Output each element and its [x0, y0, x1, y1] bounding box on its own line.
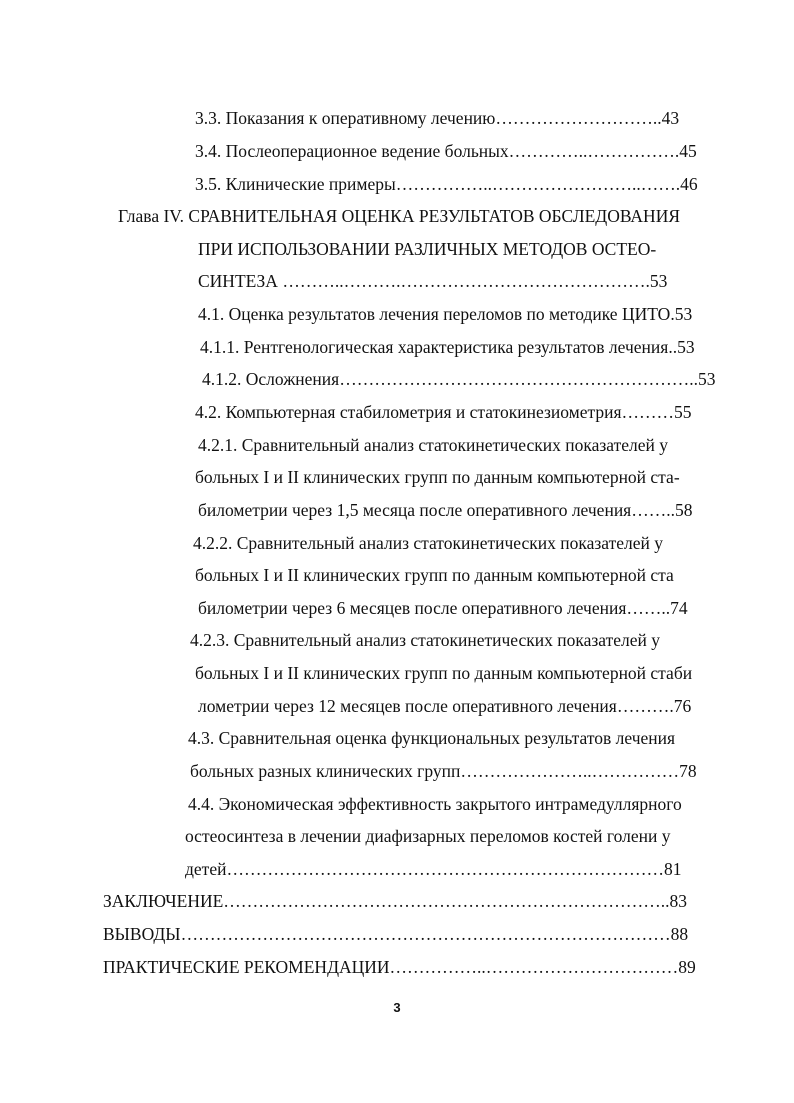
toc-line-4-2-2-end: билометрии через 6 месяцев после оперативного лечения……..74: [198, 598, 688, 618]
toc-line-4-3-end: больных разных клинических групп…………………..……………78: [190, 761, 697, 781]
toc-line-4-2-1-cont: больных I и II клинических групп по данным компьютерной ста-: [195, 467, 680, 487]
toc-findings: ВЫВОДЫ…………………………………………………………………………88: [103, 924, 689, 944]
toc-line-4-2-2-cont: больных I и II клинических групп по данным компьютерной ста: [195, 565, 674, 585]
toc-line-4-4: 4.4. Экономическая эффективность закрытого интрамедуллярного: [188, 794, 682, 814]
toc-line-4-2-3-cont: больных I и II клинических групп по данным компьютерной стаби: [195, 663, 693, 683]
toc-chapter-4-title-end: СИНТЕЗА ………..……….…………………………………….53: [198, 271, 668, 291]
toc-line-3-3: 3.3. Показания к оперативному лечению………………………..43: [195, 108, 680, 128]
toc-chapter-4-title-cont: ПРИ ИСПОЛЬЗОВАНИИ РАЗЛИЧНЫХ МЕТОДОВ ОСТЕО-: [198, 239, 657, 259]
toc-line-4-2-1: 4.2.1. Сравнительный анализ статокинетических показателей у: [198, 435, 669, 455]
toc-line-4-1-1: 4.1.1. Рентгенологическая характеристика результатов лечения..53: [200, 337, 695, 357]
toc-line-4-1: 4.1. Оценка результатов лечения переломов по методике ЦИТО.53: [198, 304, 693, 324]
toc-line-4-2: 4.2. Компьютерная стабилометрия и статокинезиометрия………55: [195, 402, 692, 422]
page-number: 3: [393, 1000, 401, 1015]
toc-line-3-4: 3.4. Послеоперационное ведение больных…………..…………….45: [195, 141, 697, 161]
toc-line-4-4-end: детей…………………………………………………………………81: [185, 859, 682, 879]
toc-chapter-4-title: Глава IV. СРАВНИТЕЛЬНАЯ ОЦЕНКА РЕЗУЛЬТАТОВ ОБСЛЕДОВАНИЯ: [118, 206, 681, 226]
toc-conclusion: ЗАКЛЮЧЕНИЕ…………………………………………………………………..83: [103, 891, 688, 911]
toc-line-4-2-1-end: билометрии через 1,5 месяца после оперативного лечения……..58: [198, 500, 693, 520]
toc-line-4-3: 4.3. Сравнительная оценка функциональных результатов лечения: [188, 728, 676, 748]
toc-line-4-2-3-end: лометрии через 12 месяцев после оперативного лечения……….76: [198, 696, 692, 716]
toc-line-4-2-3: 4.2.3. Сравнительный анализ статокинетических показателей у: [190, 630, 661, 650]
toc-line-4-4-cont: остеосинтеза в лечении диафизарных переломов костей голени у: [185, 826, 671, 846]
toc-line-4-1-2: 4.1.2. Осложнения……………………………………………………..53: [202, 369, 716, 389]
toc-recommendations: ПРАКТИЧЕСКИЕ РЕКОМЕНДАЦИИ……………..……………………………89: [103, 957, 696, 977]
toc-line-4-2-2: 4.2.2. Сравнительный анализ статокинетических показателей у: [193, 533, 664, 553]
toc-line-3-5: 3.5. Клинические примеры……………..……………………..…….46: [195, 174, 698, 194]
